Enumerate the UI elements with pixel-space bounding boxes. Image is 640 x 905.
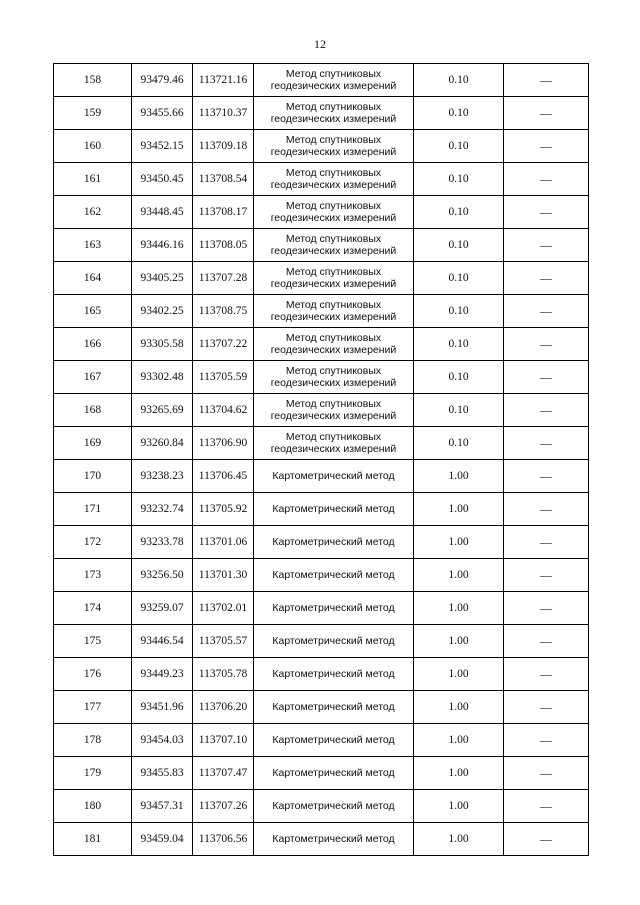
accuracy-cell: 0.10 [414,361,504,394]
point-number-cell: 175 [54,625,132,658]
x-coordinate-cell: 93454.03 [132,724,193,757]
note-cell: — [504,790,589,823]
point-number-cell: 169 [54,427,132,460]
note-cell: — [504,196,589,229]
y-coordinate-cell: 113708.05 [193,229,254,262]
accuracy-cell: 1.00 [414,592,504,625]
point-number-cell: 158 [54,64,132,97]
x-coordinate-cell: 93405.25 [132,262,193,295]
x-coordinate-cell: 93459.04 [132,823,193,856]
table-row [54,163,589,196]
accuracy-cell: 0.10 [414,328,504,361]
note-cell: — [504,691,589,724]
method-cell: Метод спутниковых геодезических измерений [254,97,414,130]
x-coordinate-cell: 93232.74 [132,493,193,526]
y-coordinate-cell: 113702.01 [193,592,254,625]
accuracy-cell: 0.10 [414,394,504,427]
y-coordinate-cell: 113705.92 [193,493,254,526]
point-number-cell: 165 [54,295,132,328]
x-coordinate-cell: 93256.50 [132,559,193,592]
y-coordinate-cell: 113708.17 [193,196,254,229]
point-number-cell: 161 [54,163,132,196]
table-row [54,328,589,361]
accuracy-cell: 0.10 [414,229,504,262]
table-row [54,559,589,592]
accuracy-cell: 0.10 [414,427,504,460]
table-row [54,229,589,262]
note-cell: — [504,163,589,196]
method-cell: Картометрический метод [254,658,414,691]
method-cell: Метод спутниковых геодезических измерений [254,394,414,427]
point-number-cell: 163 [54,229,132,262]
method-cell: Метод спутниковых геодезических измерений [254,229,414,262]
table-row [54,460,589,493]
note-cell: — [504,658,589,691]
point-number-cell: 162 [54,196,132,229]
note-cell: — [504,592,589,625]
y-coordinate-cell: 113706.56 [193,823,254,856]
note-cell: — [504,724,589,757]
method-cell: Метод спутниковых геодезических измерений [254,130,414,163]
note-cell: — [504,130,589,163]
accuracy-cell: 0.10 [414,262,504,295]
accuracy-cell: 0.10 [414,196,504,229]
y-coordinate-cell: 113706.20 [193,691,254,724]
x-coordinate-cell: 93448.45 [132,196,193,229]
table-row [54,394,589,427]
method-cell: Картометрический метод [254,691,414,724]
x-coordinate-cell: 93259.07 [132,592,193,625]
accuracy-cell: 0.10 [414,64,504,97]
y-coordinate-cell: 113701.06 [193,526,254,559]
y-coordinate-cell: 113705.59 [193,361,254,394]
table-row [54,427,589,460]
method-cell: Картометрический метод [254,559,414,592]
accuracy-cell: 1.00 [414,790,504,823]
point-number-cell: 160 [54,130,132,163]
point-number-cell: 164 [54,262,132,295]
x-coordinate-cell: 93302.48 [132,361,193,394]
y-coordinate-cell: 113701.30 [193,559,254,592]
table-row [54,526,589,559]
point-number-cell: 173 [54,559,132,592]
table-row [54,361,589,394]
y-coordinate-cell: 113706.90 [193,427,254,460]
x-coordinate-cell: 93449.23 [132,658,193,691]
y-coordinate-cell: 113709.18 [193,130,254,163]
accuracy-cell: 1.00 [414,559,504,592]
method-cell: Картометрический метод [254,493,414,526]
point-number-cell: 170 [54,460,132,493]
x-coordinate-cell: 93402.25 [132,295,193,328]
method-cell: Картометрический метод [254,625,414,658]
point-number-cell: 178 [54,724,132,757]
accuracy-cell: 1.00 [414,460,504,493]
method-cell: Метод спутниковых геодезических измерений [254,427,414,460]
table-row [54,823,589,856]
table-row [54,658,589,691]
table-row [54,691,589,724]
table-row [54,592,589,625]
method-cell: Картометрический метод [254,592,414,625]
x-coordinate-cell: 93233.78 [132,526,193,559]
note-cell: — [504,361,589,394]
accuracy-cell: 0.10 [414,130,504,163]
x-coordinate-cell: 93238.23 [132,460,193,493]
method-cell: Метод спутниковых геодезических измерений [254,328,414,361]
point-number-cell: 180 [54,790,132,823]
note-cell: — [504,262,589,295]
method-cell: Картометрический метод [254,823,414,856]
table-row [54,196,589,229]
y-coordinate-cell: 113710.37 [193,97,254,130]
note-cell: — [504,229,589,262]
method-cell: Метод спутниковых геодезических измерений [254,262,414,295]
y-coordinate-cell: 113707.47 [193,757,254,790]
point-number-cell: 166 [54,328,132,361]
note-cell: — [504,526,589,559]
y-coordinate-cell: 113707.26 [193,790,254,823]
accuracy-cell: 1.00 [414,757,504,790]
accuracy-cell: 1.00 [414,691,504,724]
point-number-cell: 168 [54,394,132,427]
x-coordinate-cell: 93451.96 [132,691,193,724]
note-cell: — [504,823,589,856]
accuracy-cell: 1.00 [414,724,504,757]
x-coordinate-cell: 93260.84 [132,427,193,460]
coordinates-table [53,63,589,856]
table-row [54,790,589,823]
accuracy-cell: 1.00 [414,658,504,691]
note-cell: — [504,64,589,97]
table-row [54,757,589,790]
point-number-cell: 177 [54,691,132,724]
method-cell: Картометрический метод [254,526,414,559]
note-cell: — [504,757,589,790]
note-cell: — [504,493,589,526]
method-cell: Картометрический метод [254,460,414,493]
y-coordinate-cell: 113708.54 [193,163,254,196]
accuracy-cell: 0.10 [414,97,504,130]
y-coordinate-cell: 113705.57 [193,625,254,658]
method-cell: Картометрический метод [254,790,414,823]
table-row [54,130,589,163]
y-coordinate-cell: 113706.45 [193,460,254,493]
point-number-cell: 171 [54,493,132,526]
x-coordinate-cell: 93265.69 [132,394,193,427]
x-coordinate-cell: 93479.46 [132,64,193,97]
accuracy-cell: 1.00 [414,526,504,559]
note-cell: — [504,427,589,460]
point-number-cell: 181 [54,823,132,856]
method-cell: Картометрический метод [254,757,414,790]
point-number-cell: 159 [54,97,132,130]
point-number-cell: 174 [54,592,132,625]
note-cell: — [504,328,589,361]
x-coordinate-cell: 93305.58 [132,328,193,361]
method-cell: Картометрический метод [254,724,414,757]
table-row [54,97,589,130]
method-cell: Метод спутниковых геодезических измерений [254,361,414,394]
note-cell: — [504,460,589,493]
y-coordinate-cell: 113705.78 [193,658,254,691]
note-cell: — [504,295,589,328]
table-row [54,64,589,97]
accuracy-cell: 0.10 [414,163,504,196]
table-row [54,493,589,526]
x-coordinate-cell: 93457.31 [132,790,193,823]
point-number-cell: 179 [54,757,132,790]
y-coordinate-cell: 113707.28 [193,262,254,295]
point-number-cell: 176 [54,658,132,691]
x-coordinate-cell: 93450.45 [132,163,193,196]
method-cell: Метод спутниковых геодезических измерений [254,163,414,196]
method-cell: Метод спутниковых геодезических измерений [254,295,414,328]
page-number: 12 [314,37,326,51]
accuracy-cell: 1.00 [414,823,504,856]
y-coordinate-cell: 113707.10 [193,724,254,757]
method-cell: Метод спутниковых геодезических измерений [254,64,414,97]
table-row [54,625,589,658]
y-coordinate-cell: 113708.75 [193,295,254,328]
note-cell: — [504,559,589,592]
point-number-cell: 167 [54,361,132,394]
x-coordinate-cell: 93455.83 [132,757,193,790]
x-coordinate-cell: 93446.16 [132,229,193,262]
y-coordinate-cell: 113707.22 [193,328,254,361]
note-cell: — [504,97,589,130]
y-coordinate-cell: 113721.16 [193,64,254,97]
table-row [54,262,589,295]
y-coordinate-cell: 113704.62 [193,394,254,427]
x-coordinate-cell: 93446.54 [132,625,193,658]
x-coordinate-cell: 93455.66 [132,97,193,130]
note-cell: — [504,625,589,658]
accuracy-cell: 0.10 [414,295,504,328]
method-cell: Метод спутниковых геодезических измерений [254,196,414,229]
accuracy-cell: 1.00 [414,493,504,526]
table-row [54,295,589,328]
accuracy-cell: 1.00 [414,625,504,658]
coordinates-table-body [54,64,589,856]
point-number-cell: 172 [54,526,132,559]
x-coordinate-cell: 93452.15 [132,130,193,163]
table-row [54,724,589,757]
note-cell: — [504,394,589,427]
